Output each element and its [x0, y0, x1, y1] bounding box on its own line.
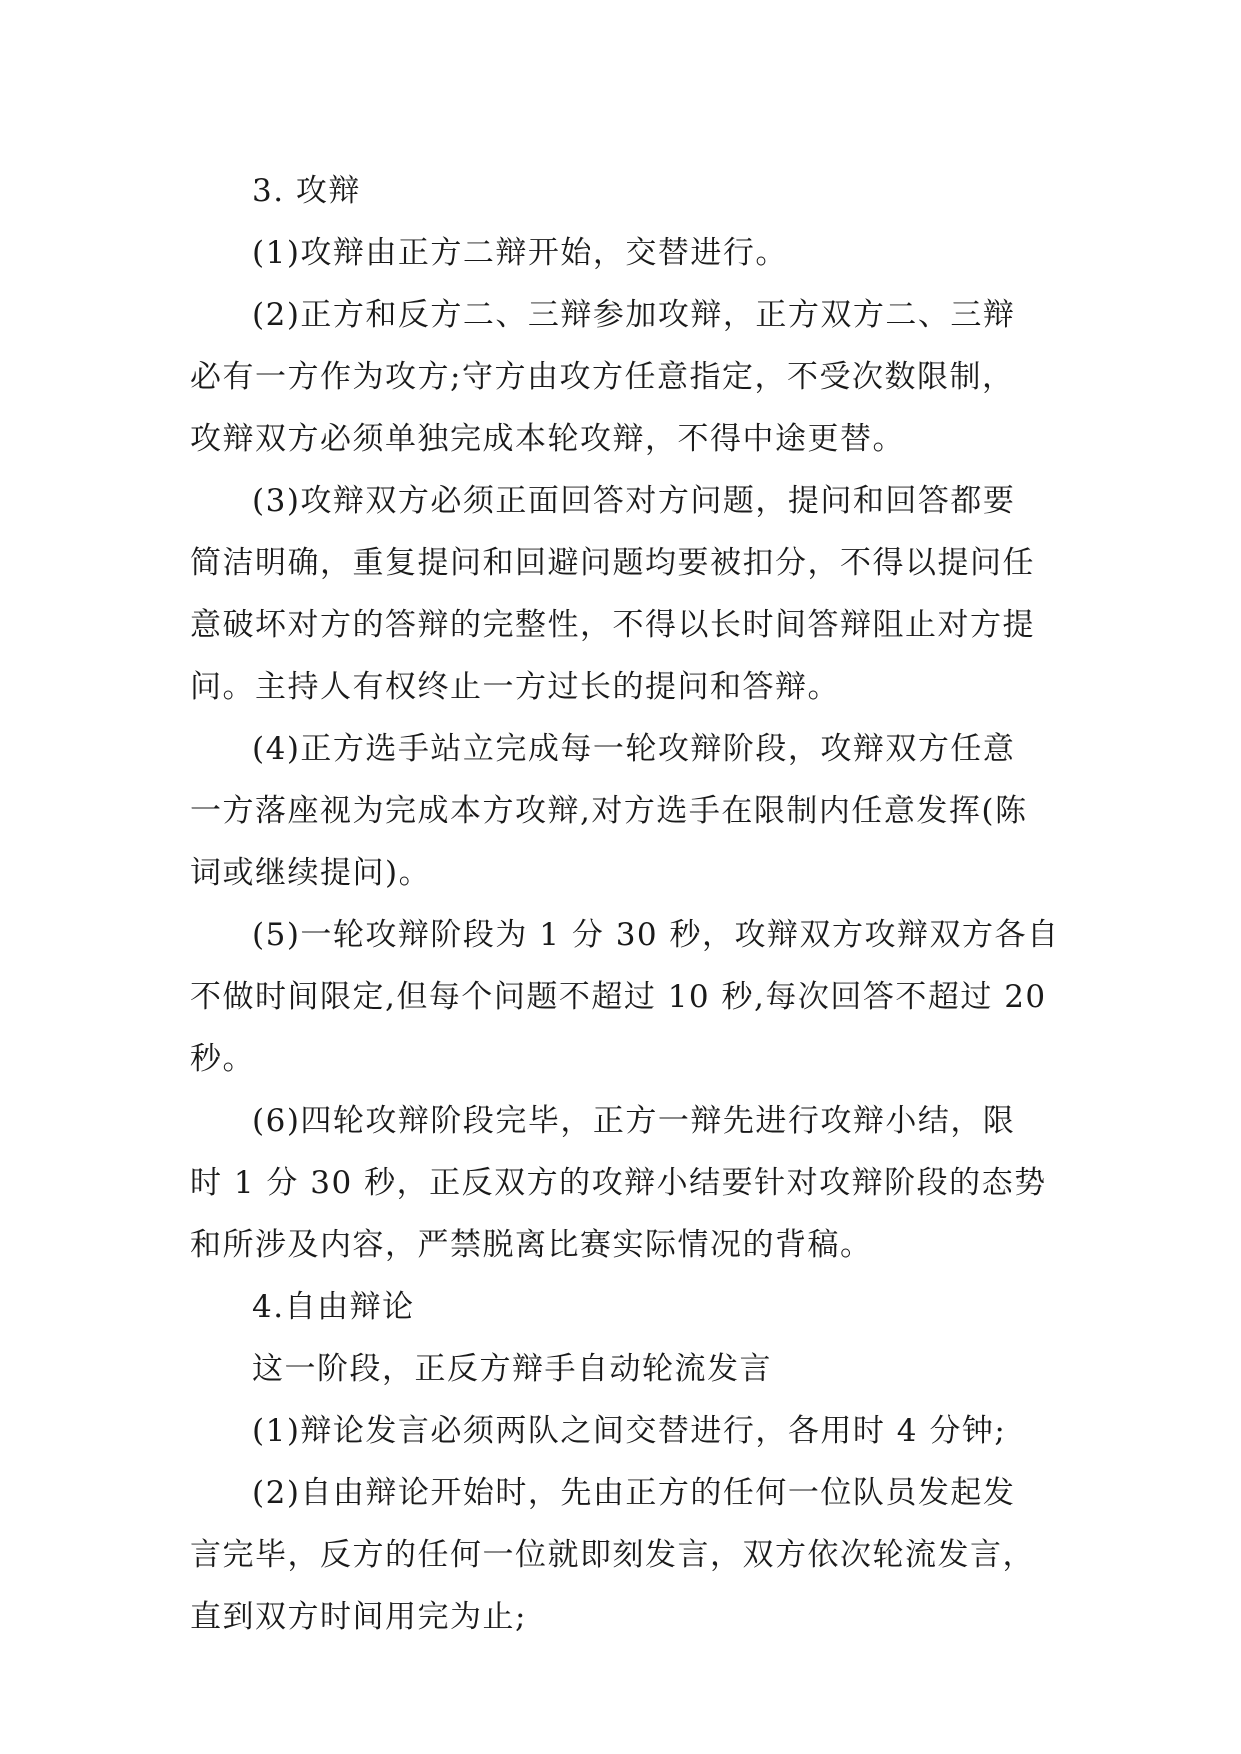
intro-paragraph — [190, 1338, 1060, 1400]
paragraph-line: 一方落座视为完成本方攻辩,对方选手在限制内任意发挥(陈 — [190, 793, 1028, 829]
paragraph-line: (2)正方和反方二、三辩参加攻辩，正方双方二、三辩 — [252, 297, 1016, 333]
paragraph-line: 时 1 分 30 秒，正反双方的攻辩小结要针对攻辩阶段的态势 — [190, 1165, 1047, 1201]
rule-paragraph-3 — [190, 470, 1060, 718]
document-page — [190, 160, 1060, 1648]
section-heading-rebuttal — [190, 160, 1060, 222]
paragraph-line: 言完毕，反方的任何一位就即刻发言，双方依次轮流发言， — [190, 1537, 1035, 1573]
section-heading-free-debate — [190, 1276, 1060, 1338]
paragraph-line: 秒。 — [190, 1041, 255, 1077]
rule-paragraph-6 — [190, 1090, 1060, 1276]
rule-paragraph-free-2 — [190, 1462, 1060, 1648]
paragraph-line: 不做时间限定,但每个问题不超过 10 秒,每次回答不超过 20 — [190, 979, 1047, 1015]
paragraph-line: (3)攻辩双方必须正面回答对方问题，提问和回答都要 — [252, 483, 1016, 519]
paragraph-line: (1)辩论发言必须两队之间交替进行，各用时 4 分钟; — [252, 1413, 1007, 1449]
paragraph-line: 和所涉及内容，严禁脱离比赛实际情况的背稿。 — [190, 1227, 873, 1263]
paragraph-line: 4.自由辩论 — [252, 1289, 415, 1325]
paragraph-line: 问。主持人有权终止一方过长的提问和答辩。 — [190, 669, 840, 705]
rule-paragraph-free-1 — [190, 1400, 1060, 1462]
paragraph-line: (4)正方选手站立完成每一轮攻辩阶段，攻辩双方任意 — [252, 731, 1016, 767]
paragraph-line: 词或继续提问)。 — [190, 855, 432, 891]
paragraph-line: 简洁明确，重复提问和回避问题均要被扣分，不得以提问任 — [190, 545, 1035, 581]
paragraph-line: (5)一轮攻辩阶段为 1 分 30 秒，攻辩双方攻辩双方各自 — [252, 917, 1060, 953]
rule-paragraph-2 — [190, 284, 1060, 470]
paragraph-line: 3. 攻辩 — [252, 173, 361, 209]
paragraph-line: 攻辩双方必须单独完成本轮攻辩，不得中途更替。 — [190, 421, 905, 457]
paragraph-line: 必有一方作为攻方;守方由攻方任意指定，不受次数限制， — [190, 359, 1015, 395]
paragraph-line: 意破坏对方的答辩的完整性，不得以长时间答辩阻止对方提 — [190, 607, 1035, 643]
rule-paragraph-4 — [190, 718, 1060, 904]
paragraph-line: (6)四轮攻辩阶段完毕，正方一辩先进行攻辩小结，限 — [252, 1103, 1016, 1139]
paragraph-line: 直到双方时间用完为止; — [190, 1599, 527, 1635]
paragraph-line: 这一阶段，正反方辩手自动轮流发言 — [252, 1351, 772, 1387]
paragraph-line: (1)攻辩由正方二辩开始，交替进行。 — [252, 235, 788, 271]
paragraph-line: (2)自由辩论开始时，先由正方的任何一位队员发起发 — [252, 1475, 1016, 1511]
rule-paragraph-5 — [190, 904, 1060, 1090]
rule-paragraph-1 — [190, 222, 1060, 284]
